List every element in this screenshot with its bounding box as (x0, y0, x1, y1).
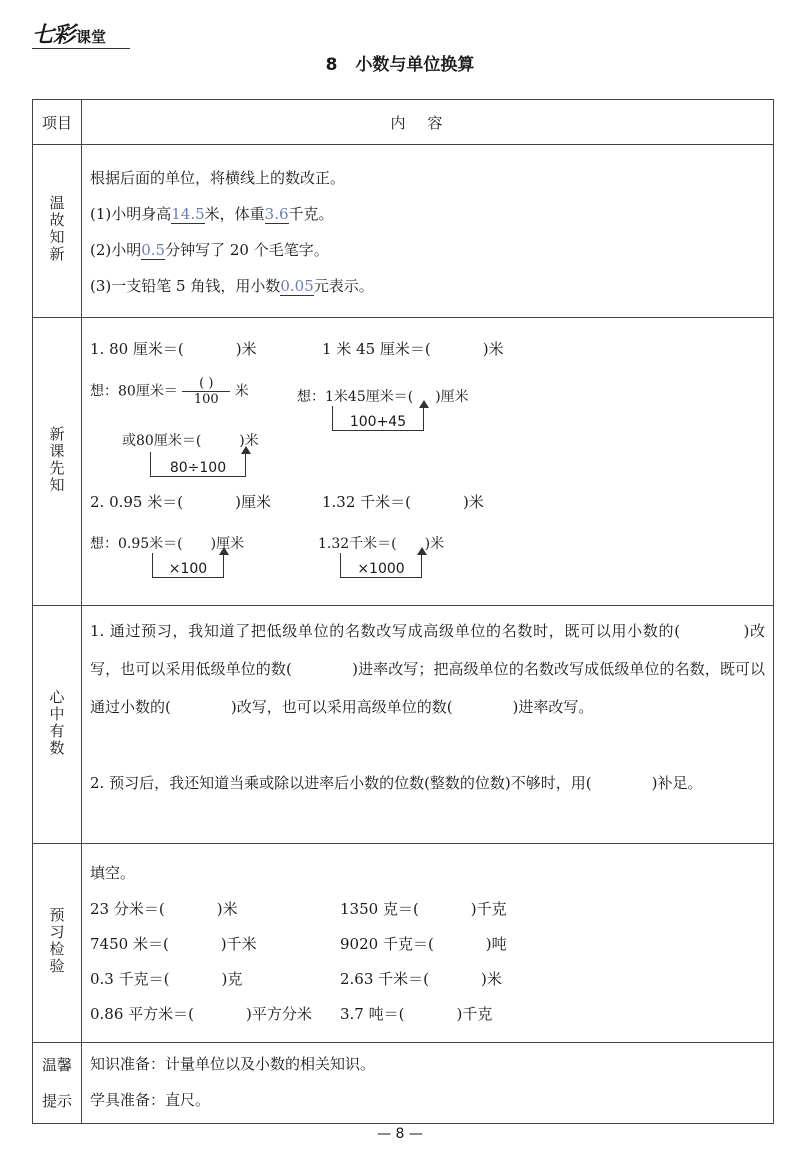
check-item-3 (90, 933, 257, 954)
arrow-box-1-label: 100+45 (349, 414, 407, 430)
q2-right (322, 491, 484, 512)
section-summary-text: 心中有数 (47, 688, 66, 757)
section-tips-label (33, 1043, 82, 1124)
check-item-6-b: )米 (481, 970, 502, 988)
arrow-box-3-label: ×100 (168, 561, 208, 577)
check-item-1 (90, 898, 238, 919)
think-1-b: 米 (234, 383, 249, 400)
review-line-2-a: (2)小明 (90, 241, 142, 259)
arrow-box-1 (332, 406, 424, 431)
tips-label-line-1: 温馨 (41, 1056, 72, 1074)
section-preview-label (33, 318, 82, 606)
section-summary-content (82, 606, 774, 844)
q2-left (90, 491, 271, 512)
arrow-box-2 (150, 452, 246, 477)
think-1-d: )厘米 (435, 389, 469, 405)
review-line-2 (90, 239, 329, 260)
logo-sub: 课堂 (76, 28, 107, 46)
q1-left (90, 338, 257, 359)
check-item-2 (340, 898, 507, 919)
check-item-8 (340, 1003, 492, 1024)
content-table (32, 99, 774, 1124)
section-review-content (82, 145, 774, 318)
think-1-right (297, 386, 469, 406)
think-2-b: )厘米 (210, 536, 245, 552)
check-item-1-b: )米 (216, 900, 238, 918)
fraction (182, 376, 230, 407)
check-item-2-a: 1350 克＝( (340, 900, 419, 918)
check-item-6 (340, 968, 502, 989)
review-line-2-value: 0.5 (141, 241, 166, 259)
check-intro: 填空。 (90, 864, 136, 882)
arrow-box-2-label: 80÷100 (169, 460, 227, 476)
header-content-cell (82, 100, 774, 145)
arrow-box-4 (340, 553, 422, 578)
q2-left-b: )厘米 (235, 493, 271, 511)
header-item-label: 项目 (41, 113, 72, 132)
tips-line-2: 学具准备：直尺。 (90, 1091, 211, 1109)
lesson-number: 8 (325, 55, 338, 75)
q1-right-b: )米 (482, 340, 504, 358)
review-line-3-value: 0.05 (280, 277, 314, 295)
arrow-box-4-label: ×1000 (357, 561, 405, 577)
review-line-1-c: 千克。 (288, 205, 334, 223)
tips-label-line-2: 提示 (41, 1092, 72, 1110)
check-item-4-b: )吨 (485, 935, 507, 953)
review-line-1-value-1: 14.5 (171, 205, 205, 223)
or-line-b: )米 (239, 433, 259, 449)
think-1-a: 想：80厘米＝ (90, 383, 178, 400)
q1-right (322, 338, 504, 359)
page-number: — 8 — (377, 1126, 423, 1142)
think-1-c: 想：1米45厘米＝( (297, 389, 414, 405)
arrow-box-3 (152, 553, 224, 578)
q1-left-a: 1. 80 厘米＝( (90, 340, 184, 358)
q1-right-a: 1 米 45 厘米＝( (322, 340, 431, 358)
section-summary-label (33, 606, 82, 844)
lesson-title: 小数与单位换算 (355, 55, 475, 75)
review-line-1 (90, 203, 334, 224)
check-item-7-a: 0.86 平方米＝( (90, 1005, 195, 1023)
summary-paragraph-2: 2. 预习后，我还知道当乘或除以进率后小数的位数(整数的位数)不够时，用( )补足。 (90, 774, 703, 792)
section-review-text: 温故知新 (47, 195, 66, 263)
think-2-a: 想：0.95米＝( (90, 536, 183, 552)
summary-paragraph-1: 1. 通过预习，我知道了把低级单位的名数改写成高级单位的名数时，既可以用小数的( )改写，也可以采用低级单位的数( )进率改写；把高级单位的名数改写成低级单位的名数，既可以通过小数的( )改写，也可以采用高级单位的数( )进率改写。 (90, 622, 765, 716)
check-item-8-b: )千克 (456, 1005, 493, 1023)
section-check-text: 预习检验 (47, 907, 66, 975)
section-check-label (33, 844, 82, 1043)
tips-line-1: 知识准备：计量单位以及小数的相关知识。 (90, 1055, 376, 1073)
section-preview-text: 新课先知 (47, 425, 66, 494)
section-review-label (33, 145, 82, 318)
logo-brand: 七彩 (32, 22, 75, 48)
think-1 (90, 376, 249, 407)
review-line-2-b: 分钟写了 20 个毛笔字。 (165, 241, 329, 259)
check-item-4 (340, 933, 507, 954)
header-content-label: 内容 (390, 113, 465, 132)
review-line-1-a: (1)小明身高 (90, 205, 172, 223)
fraction-bottom: 100 (193, 392, 219, 407)
fraction-top: ( ) (182, 376, 230, 392)
check-item-5-a: 0.3 千克＝( (90, 970, 170, 988)
header-item-cell (33, 100, 82, 145)
q2-right-a: 1.32 千米＝( (322, 493, 412, 511)
check-item-1-a: 23 分米＝( (90, 900, 165, 918)
review-line-1-value-2: 3.6 (264, 205, 289, 223)
review-line-3-b: 元表示。 (313, 277, 374, 295)
publisher-logo (32, 18, 132, 48)
section-preview-content (82, 318, 774, 606)
q2-right-b: )米 (463, 493, 484, 511)
check-item-3-a: 7450 米＝( (90, 935, 169, 953)
review-line-3-a: (3)一支铅笔 5 角钱，用小数 (90, 277, 281, 295)
page-title (0, 50, 800, 75)
check-item-3-b: )千米 (220, 935, 257, 953)
logo-underline (32, 48, 130, 49)
check-item-5-b: )克 (221, 970, 243, 988)
check-item-8-a: 3.7 吨＝( (340, 1005, 405, 1023)
think-2-d: )米 (424, 536, 445, 552)
section-tips-content (82, 1043, 774, 1124)
check-item-5 (90, 968, 242, 989)
review-line-3 (90, 275, 374, 296)
review-line-1-b: 米，体重 (204, 205, 265, 223)
q1-left-b: )米 (235, 340, 257, 358)
think-2-c: 1.32千米＝( (318, 536, 397, 552)
check-item-6-a: 2.63 千米＝( (340, 970, 430, 988)
or-line (122, 430, 259, 450)
section-check-content (82, 844, 774, 1043)
or-line-a: 或80厘米＝( (122, 433, 202, 449)
q2-left-a: 2. 0.95 米＝( (90, 493, 184, 511)
check-item-7-b: )平方分米 (246, 1005, 312, 1023)
check-item-4-a: 9020 千克＝( (340, 935, 434, 953)
check-item-2-b: )千克 (470, 900, 507, 918)
check-item-7 (90, 1003, 312, 1024)
review-intro: 根据后面的单位，将横线上的数改正。 (90, 169, 346, 187)
